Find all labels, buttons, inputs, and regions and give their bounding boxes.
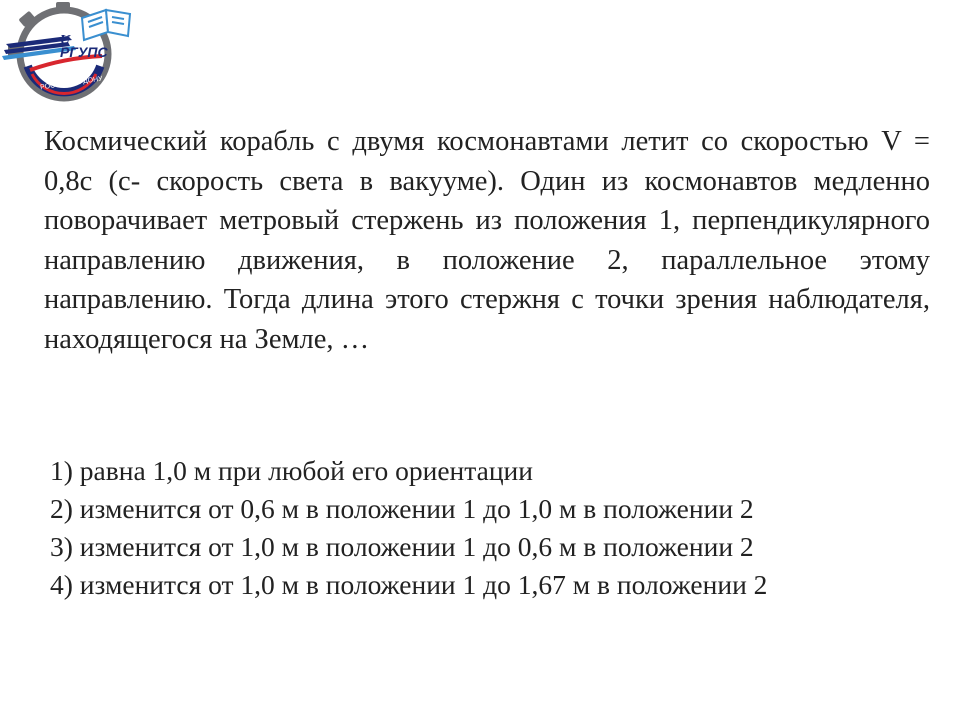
answer-options (50, 452, 940, 604)
logo-abbreviation: РГУПС (60, 44, 108, 60)
answer-option-4: 4) изменится от 1,0 м в положении 1 до 1,67 м в положении 2 (50, 569, 768, 600)
problem-statement: Космический корабль с двумя космонавтами летит со скоростью V = 0,8с (с- скорость света в вакууме). Один из космонавтов медленно поворачивает метровый стержень из положения 1, перпендикулярного направлению движения, в положение 2, параллельное этому направлению. Тогда длина этого стержня с точки зрения наблюдателя, находящегося на Земле, … (44, 126, 930, 355)
answer-option-3: 3) изменится от 1,0 м в положении 1 до 0,6 м в положении 2 (50, 531, 754, 562)
university-logo (2, 0, 140, 108)
svg-text:U: U (60, 33, 71, 48)
rgups-emblem-icon (2, 0, 140, 108)
logo-city: РОСТОВ-НА-ДОНУ (39, 75, 104, 92)
answer-option-2: 2) изменится от 0,6 м в положении 1 до 1,0 м в положении 2 (50, 493, 754, 524)
answer-option-1: 1) равна 1,0 м при любой его ориентации (50, 455, 533, 486)
